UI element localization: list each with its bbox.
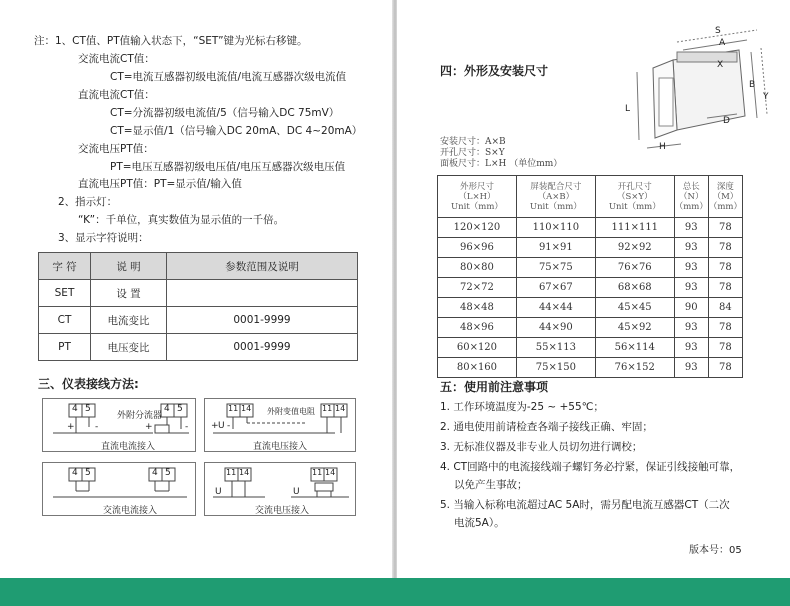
note-line-5: CT=分流器初级电流值/5（信号输入DC 75mV） bbox=[110, 107, 340, 119]
table-cell: 45×92 bbox=[595, 318, 674, 338]
dim-x: X bbox=[717, 60, 724, 70]
note-line-10: 2、指示灯： bbox=[58, 196, 118, 208]
table-row bbox=[39, 280, 358, 307]
table-cell: 56×114 bbox=[595, 338, 674, 358]
table-row bbox=[438, 218, 743, 238]
table-cell: 92×92 bbox=[595, 238, 674, 258]
terminal-11: 11 bbox=[228, 404, 239, 413]
table-cell: 78 bbox=[708, 338, 742, 358]
bottom-color-bar bbox=[0, 578, 790, 606]
table-row bbox=[438, 238, 743, 258]
header-line: （M） bbox=[712, 191, 739, 202]
left-page bbox=[0, 0, 393, 578]
table-cell: 76×152 bbox=[595, 358, 674, 378]
dim-b: B bbox=[749, 80, 756, 90]
table-row bbox=[438, 298, 743, 318]
table-cell: 72×72 bbox=[438, 278, 517, 298]
table-cell: 110×110 bbox=[516, 218, 595, 238]
char-table-header bbox=[39, 253, 358, 280]
table-row bbox=[39, 307, 358, 334]
table-cell: 55×113 bbox=[516, 338, 595, 358]
note-line-3: CT=电流互感器初级电流值/电流互感器次级电流值 bbox=[110, 71, 347, 83]
version-number: 版本号：05 bbox=[689, 545, 742, 556]
header-cell: 字 符 bbox=[39, 253, 91, 280]
table-row bbox=[438, 318, 743, 338]
header-cell bbox=[674, 176, 708, 218]
terminal-11: 11 bbox=[226, 468, 237, 477]
table-cell: 93 bbox=[674, 358, 708, 378]
dim-d: D bbox=[723, 116, 730, 126]
precaution-item: 1. 工作环境温度为-25 ~ +55℃； bbox=[440, 401, 604, 413]
diagram-caption: 直流电流接入 bbox=[101, 442, 156, 452]
section4-title: 四：外形及安装尺寸 bbox=[440, 64, 549, 78]
note-line-1: 注：1、CT值、PT值输入状态下，“SET”键为光标右移键。 bbox=[34, 35, 308, 47]
table-cell: 111×111 bbox=[595, 218, 674, 238]
voltage-u: U bbox=[218, 421, 225, 431]
header-line: （N） bbox=[679, 191, 704, 202]
table-row bbox=[438, 258, 743, 278]
precaution-item: 3. 无标准仪器及非专业人员切勿进行调校； bbox=[440, 441, 643, 453]
dim-l: L bbox=[625, 104, 631, 114]
right-page bbox=[397, 0, 790, 578]
table-cell: 44×90 bbox=[516, 318, 595, 338]
ac-voltage-diagram bbox=[204, 462, 356, 516]
terminal-11: 11 bbox=[322, 404, 333, 413]
note-line-11: “K”：千单位，真实数值为显示值的一千倍。 bbox=[78, 214, 285, 226]
precaution-item: 4. CT回路中的电流接线端子螺钉务必拧紧，保证引线接触可靠， bbox=[440, 461, 741, 473]
table-cell: 96×96 bbox=[438, 238, 517, 258]
table-cell: 68×68 bbox=[595, 278, 674, 298]
terminal-5: 5 bbox=[85, 468, 91, 478]
diagram-caption: 交流电压接入 bbox=[255, 506, 310, 516]
table-cell: 45×45 bbox=[595, 298, 674, 318]
minus-sign: - bbox=[95, 422, 99, 432]
table-cell: 67×67 bbox=[516, 278, 595, 298]
header-line: （S×Y） bbox=[616, 191, 653, 202]
precaution-item: 电流5A）。 bbox=[454, 517, 505, 529]
table-cell: 76×76 bbox=[595, 258, 674, 278]
header-line: （mm） bbox=[708, 201, 742, 212]
spec-install: 安装尺寸：A×B bbox=[440, 137, 506, 147]
table-cell: CT bbox=[39, 307, 91, 334]
voltage-u: U bbox=[215, 487, 222, 497]
table-cell: 93 bbox=[674, 338, 708, 358]
note-line-4: 直流电流CT值： bbox=[78, 89, 155, 101]
table-cell: 78 bbox=[708, 318, 742, 338]
spec-panel: 面板尺寸：L×H （单位mm） bbox=[440, 159, 563, 169]
precaution-item: 5. 当输入标称电流超过AC 5A时，需另配电流互感器CT（二次 bbox=[440, 499, 730, 511]
section5-title: 五：使用前注意事项 bbox=[440, 380, 549, 394]
header-cell bbox=[595, 176, 674, 218]
terminal-5: 5 bbox=[85, 404, 91, 414]
table-cell: 78 bbox=[708, 218, 742, 238]
header-cell bbox=[708, 176, 742, 218]
header-line: Unit（mm） bbox=[529, 201, 582, 212]
table-cell: 80×160 bbox=[438, 358, 517, 378]
dim-a: A bbox=[719, 38, 726, 48]
table-row bbox=[438, 338, 743, 358]
table-cell: 48×96 bbox=[438, 318, 517, 338]
meter-dimension-drawing bbox=[617, 22, 777, 157]
header-cell bbox=[516, 176, 595, 218]
terminal-4: 4 bbox=[152, 468, 158, 478]
note-line-12: 3、显示字符说明： bbox=[58, 232, 149, 244]
table-cell: 75×150 bbox=[516, 358, 595, 378]
terminal-5: 5 bbox=[165, 468, 171, 478]
terminal-4: 4 bbox=[72, 468, 78, 478]
table-cell: 90 bbox=[674, 298, 708, 318]
header-cell bbox=[438, 176, 517, 218]
terminal-14: 14 bbox=[325, 468, 336, 477]
minus-sign: - bbox=[227, 421, 231, 431]
note-line-9: 直流电压PT值：PT=显示值/输入值 bbox=[78, 178, 242, 190]
terminal-4: 4 bbox=[72, 404, 78, 414]
wiring-title: 三、仪表接线方法: bbox=[38, 377, 139, 391]
table-cell: 78 bbox=[708, 258, 742, 278]
header-line: 总长 bbox=[682, 181, 700, 192]
dim-h: H bbox=[659, 142, 666, 152]
table-cell: 93 bbox=[674, 238, 708, 258]
resistor-label: 外附变值电阻 bbox=[267, 407, 315, 416]
table-cell: PT bbox=[39, 334, 91, 361]
table-row bbox=[39, 334, 358, 361]
dim-y: Y bbox=[763, 92, 769, 102]
plus-sign: + bbox=[145, 422, 153, 432]
table-cell: 电压变比 bbox=[91, 334, 167, 361]
dim-s: S bbox=[715, 26, 721, 36]
header-line: 深度 bbox=[716, 181, 734, 192]
table-cell: 120×120 bbox=[438, 218, 517, 238]
precaution-item: 2. 通电使用前请检查各端子接线正确、牢固； bbox=[440, 421, 653, 433]
table-cell: 75×75 bbox=[516, 258, 595, 278]
note-line-8: PT=电压互感器初级电压值/电压互感器次级电压值 bbox=[110, 161, 346, 173]
header-line: Unit（mm） bbox=[608, 201, 661, 212]
table-cell: 78 bbox=[708, 238, 742, 258]
table-cell: SET bbox=[39, 280, 91, 307]
header-line: Unit（mm） bbox=[451, 201, 503, 212]
header-line: 外形尺寸 bbox=[459, 181, 494, 192]
note-line-7: 交流电压PT值： bbox=[78, 143, 154, 155]
dc-current-diagram bbox=[42, 398, 196, 452]
minus-sign: - bbox=[185, 422, 189, 432]
table-cell: 93 bbox=[674, 278, 708, 298]
note-line-6: CT=显示值/1（信号输入DC 20mA、DC 4~20mA） bbox=[110, 125, 363, 137]
header-line: 开孔尺寸 bbox=[617, 181, 652, 192]
table-cell: 设 置 bbox=[91, 280, 167, 307]
table-cell: 80×80 bbox=[438, 258, 517, 278]
header-line: （mm） bbox=[674, 201, 708, 212]
plus-sign: + bbox=[211, 421, 219, 431]
table-cell: 93 bbox=[674, 218, 708, 238]
header-line: （A×B） bbox=[537, 191, 575, 202]
spec-cutout: 开孔尺寸：S×Y bbox=[440, 148, 505, 158]
table-cell: 78 bbox=[708, 278, 742, 298]
terminal-14: 14 bbox=[241, 404, 252, 413]
table-row bbox=[438, 278, 743, 298]
table-cell: 93 bbox=[674, 318, 708, 338]
table-cell: 44×44 bbox=[516, 298, 595, 318]
table-cell: 0001-9999 bbox=[167, 307, 358, 334]
header-cell: 说 明 bbox=[91, 253, 167, 280]
dimension-table bbox=[437, 175, 743, 378]
dc-voltage-diagram bbox=[204, 398, 356, 452]
shunt-label: 外附分流器 bbox=[117, 411, 163, 421]
header-line: 屏装配合尺寸 bbox=[530, 181, 582, 192]
precaution-item: 以免产生事故； bbox=[454, 479, 528, 491]
plus-sign: + bbox=[67, 422, 75, 432]
table-cell: 48×48 bbox=[438, 298, 517, 318]
table-row bbox=[438, 358, 743, 378]
table-cell: 60×120 bbox=[438, 338, 517, 358]
voltage-u: U bbox=[293, 487, 300, 497]
terminal-14: 14 bbox=[335, 404, 346, 413]
table-cell: 0001-9999 bbox=[167, 334, 358, 361]
terminal-11: 11 bbox=[312, 468, 323, 477]
table-cell: 电流变比 bbox=[91, 307, 167, 334]
table-cell: 91×91 bbox=[516, 238, 595, 258]
table-cell: 84 bbox=[708, 298, 742, 318]
terminal-4: 4 bbox=[164, 404, 170, 414]
header-line: （L×H） bbox=[458, 191, 496, 202]
diagram-caption: 直流电压接入 bbox=[253, 442, 308, 452]
ac-current-diagram bbox=[42, 462, 196, 516]
header-cell: 参数范围及说明 bbox=[167, 253, 358, 280]
note-line-2: 交流电流CT值： bbox=[78, 53, 155, 65]
dim-table-header bbox=[438, 176, 743, 218]
table-cell bbox=[167, 280, 358, 307]
table-cell: 78 bbox=[708, 358, 742, 378]
diagram-caption: 交流电流接入 bbox=[103, 506, 158, 516]
terminal-5: 5 bbox=[177, 404, 183, 414]
char-table bbox=[38, 252, 358, 361]
terminal-14: 14 bbox=[239, 468, 250, 477]
table-cell: 93 bbox=[674, 258, 708, 278]
